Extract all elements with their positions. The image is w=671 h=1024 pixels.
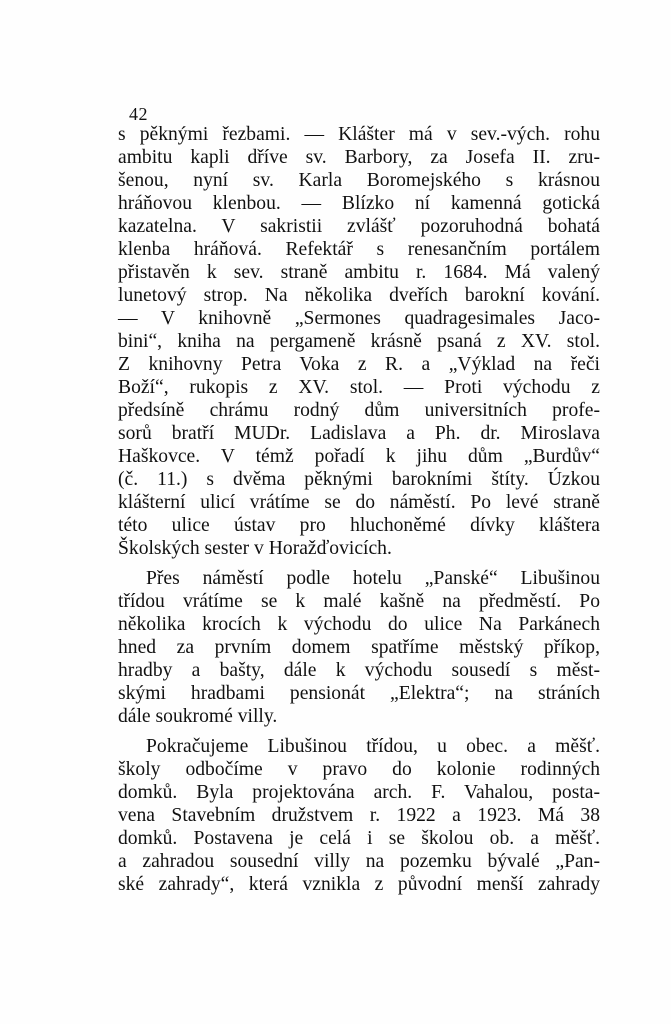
text-line: školy odbočíme v pravo do kolonie rodinných bbox=[118, 759, 600, 780]
text-line: domků. Byla projektována arch. F. Vahalou, posta- bbox=[118, 782, 600, 803]
text-line: přistavěn k sev. straně ambitu r. 1684. Má valený bbox=[118, 262, 600, 283]
text-line: vena Stavebním družstvem r. 1922 a 1923. Má 38 bbox=[118, 805, 600, 826]
text-line: — V knihovně „Sermones quadragesimales Jaco- bbox=[118, 308, 600, 329]
text-line: předsíně chrámu rodný dům universitních profe- bbox=[118, 400, 600, 421]
text-line: (č. 11.) s dvěma pěknými barokními štíty. Úzkou bbox=[118, 469, 600, 490]
text-line: této ulice ústav pro hluchoněmé dívky kláštera bbox=[118, 515, 600, 536]
text-line: klášterní ulicí vrátíme se do náměstí. Po levé straně bbox=[118, 492, 600, 513]
text-line: s pěknými řezbami. — Klášter má v sev.-vých. rohu bbox=[118, 124, 600, 145]
text-line: lunetový strop. Na několika dveřích barokní kování. bbox=[118, 285, 600, 306]
text-line: šenou, nyní sv. Karla Boromejského s krásnou bbox=[118, 170, 600, 191]
text-line: hned za prvním domem spatříme městský příkop, bbox=[118, 637, 600, 658]
text-line: Boží“, rukopis z XV. stol. — Proti východu z bbox=[118, 377, 600, 398]
page-number: 42 bbox=[129, 104, 148, 124]
text-line: Z knihovny Petra Voka z R. a „Výklad na řeči bbox=[118, 354, 600, 375]
text-line: Haškovce. V témž pořadí k jihu dům „Burdův“ bbox=[118, 446, 600, 467]
text-line: domků. Postavena je celá i se školou ob. a měšť. bbox=[118, 828, 600, 849]
paragraph-3 bbox=[118, 735, 600, 896]
text-line: dále soukromé villy. bbox=[118, 706, 278, 727]
text-line: skými hradbami pensionát „Elektra“; na stráních bbox=[118, 683, 600, 704]
paragraph-2 bbox=[118, 567, 600, 728]
text-line: Přes náměstí podle hotelu „Panské“ Libušinou bbox=[146, 568, 600, 589]
text-line: třídou vrátíme se k malé kašně na předměstí. Po bbox=[118, 591, 600, 612]
paragraph-spacer bbox=[118, 560, 600, 567]
paragraph-spacer bbox=[118, 728, 600, 735]
text-line: hráňovou klenbou. — Blízko ní kamenná gotická bbox=[118, 193, 600, 214]
text-line: kazatelna. V sakristii zvlášť pozoruhodná bohatá bbox=[118, 216, 600, 237]
text-line: Pokračujeme Libušinou třídou, u obec. a měšť. bbox=[146, 736, 600, 757]
paragraph-1 bbox=[118, 123, 600, 560]
text-line: ské zahrady“, která vznikla z původní menší zahrady bbox=[118, 874, 600, 895]
text-line: ambitu kapli dříve sv. Barbory, za Josefa II. zru- bbox=[118, 147, 600, 168]
text-line: sorů bratří MUDr. Ladislava a Ph. dr. Miroslava bbox=[118, 423, 600, 444]
body-text bbox=[118, 123, 600, 896]
text-line: Školských sester v Horažďovicích. bbox=[118, 538, 392, 559]
text-line: a zahradou sousední villy na pozemku bývalé „Pan- bbox=[118, 851, 600, 872]
text-line: několika krocích k východu do ulice Na Parkánech bbox=[118, 614, 600, 635]
text-line: bini“, kniha na pergameně krásně psaná z XV. stol. bbox=[118, 331, 600, 352]
text-line: hradby a bašty, dále k východu sousedí s měst- bbox=[118, 660, 600, 681]
text-line: klenba hráňová. Refektář s renesančním portálem bbox=[118, 239, 600, 260]
